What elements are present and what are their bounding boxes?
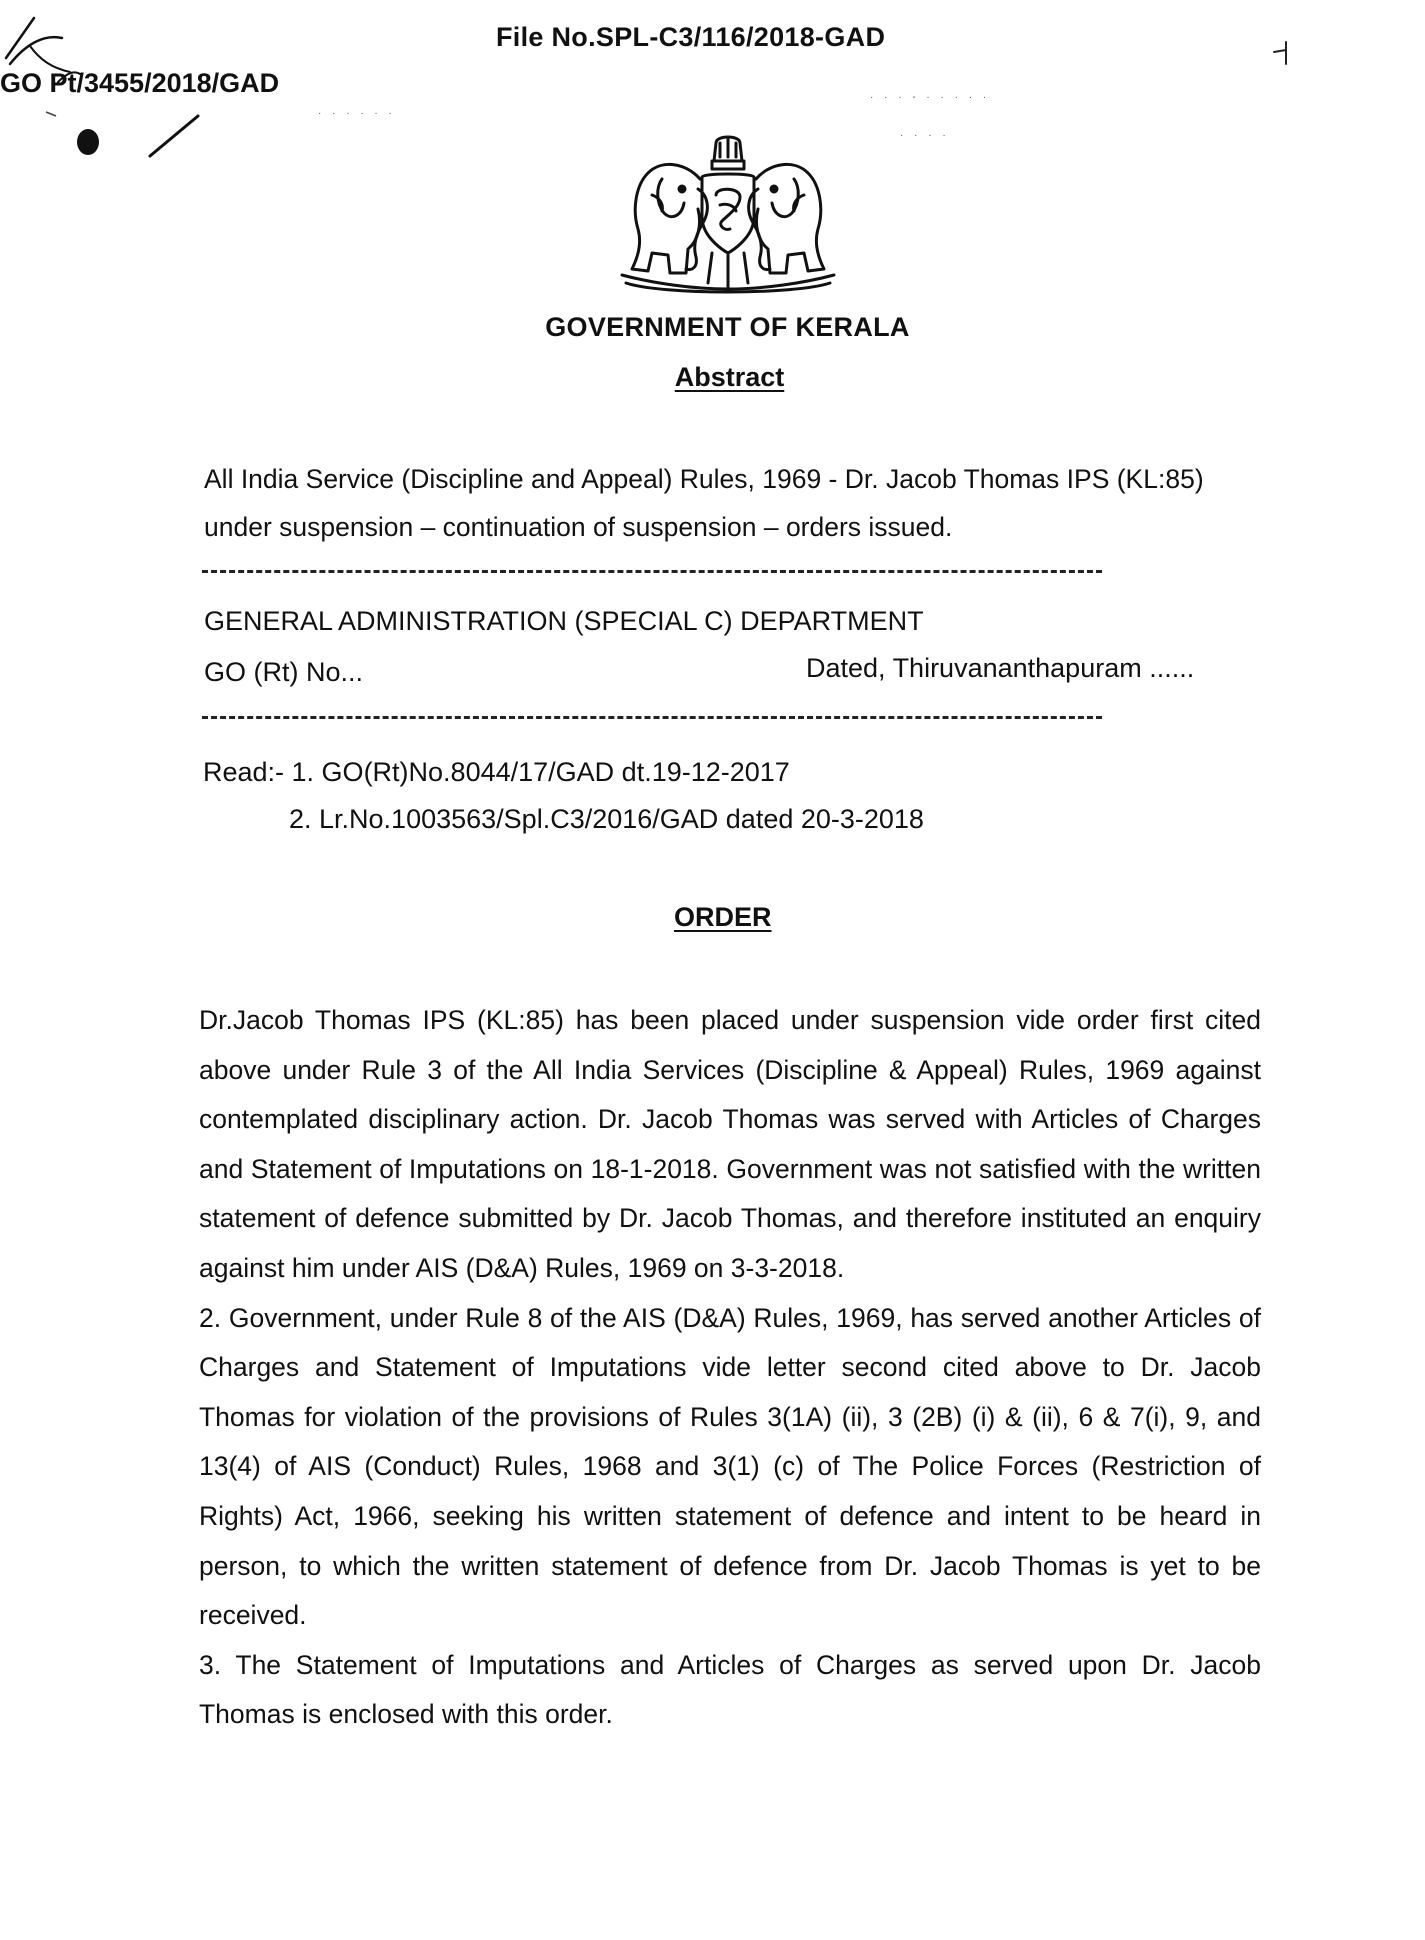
- scan-speckle: · · · · · ·: [318, 108, 396, 119]
- file-number: File No.SPL-C3/116/2018-GAD: [496, 22, 886, 52]
- government-title-text: GOVERNMENT OF KERALA: [545, 312, 910, 342]
- order-paragraph-2: 2. Government, under Rule 8 of the AIS (D&A) Rules, 1969, has served another Articles of Charges and Statement of Imputations vide letter second cited above to Dr. Jacob Thomas for violation of the provisions of Rules 3(1A) (ii), 3 (2B) (i) & (ii), 6 & 7(i), 9, and 13(4) of AIS (Conduct) Rules, 1968 and 3(1) (c) of The Police Forces (Restriction of Rights) Act, 1966, seeking his written statement of defence and intent to be heard in person, to which the written statement of defence from Dr. Jacob Thomas is yet to be received.: [199, 1302, 1261, 1631]
- go-number: GO Pt/3455/2018/GAD: [0, 68, 280, 98]
- divider-bottom: [202, 716, 1102, 719]
- abstract-heading: [0, 362, 1425, 393]
- divider-top: [202, 570, 1102, 573]
- order-heading: ORDER: [674, 902, 772, 932]
- abstract-heading-text: Abstract: [674, 362, 785, 392]
- government-title: [0, 312, 1425, 343]
- order-paragraph-3: 3. The Statement of Imputations and Articles of Charges as served upon Dr. Jacob Thomas is enclosed with this order.: [199, 1649, 1261, 1730]
- go-rt-number: GO (Rt) No...: [204, 657, 364, 687]
- scan-speckle: · · · ‑ · · · · ·: [870, 92, 991, 103]
- department-name: GENERAL ADMINISTRATION (SPECIAL C) DEPARTMENT: [204, 606, 924, 636]
- order-body: [199, 996, 1261, 1740]
- scan-speckle: · · · ·: [900, 130, 950, 141]
- reference-read-2: 2. Lr.No.1003563/Spl.C3/2016/GAD dated 20-3-2018: [289, 804, 924, 834]
- reference-read-1: Read:- 1. GO(Rt)No.8044/17/GAD dt.19-12-2017: [203, 757, 790, 787]
- handwritten-tick: [1272, 38, 1302, 68]
- order-paragraph-1: Dr.Jacob Thomas IPS (KL:85) has been placed under suspension vide order first cited above under Rule 3 of the All India Services (Discipline & Appeal) Rules, 1969 against contemplated disciplinary action. Dr. Jacob Thomas was served with Articles of Charges and Statement of Imputations on 18-1-2018. Government was not satisfied with the written statement of defence submitted by Dr. Jacob Thomas, and therefore instituted an enquiry against him under AIS (D&A) Rules, 1969 on 3-3-2018.: [199, 1005, 1261, 1283]
- kerala-emblem: [612, 133, 844, 303]
- subject-line: All India Service (Discipline and Appeal) Rules, 1969 - Dr. Jacob Thomas IPS (KL:85) under suspension – continuation of suspension – orders issued.: [204, 464, 1204, 542]
- dated-line: Dated, Thiruvananthapuram ......: [806, 653, 1195, 683]
